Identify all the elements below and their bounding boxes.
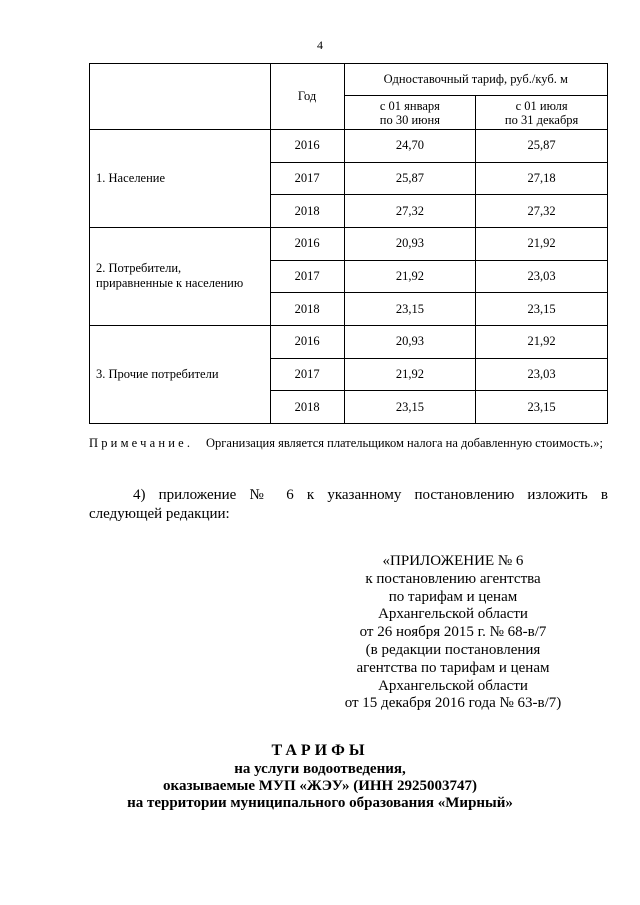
- category-cell: [90, 130, 271, 228]
- header-tariff: Одноставочный тариф, руб./куб. м: [344, 64, 607, 96]
- year-cell: 2017: [270, 358, 344, 391]
- tariff-h2-cell: 27,32: [476, 195, 608, 228]
- year-cell: 2018: [270, 195, 344, 228]
- appendix-line: агентства по тарифам и ценам: [356, 659, 550, 676]
- appendix-line: к постановлению агентства: [365, 570, 541, 587]
- header-period-2-line2: по 31 декабря: [504, 112, 579, 127]
- year-cell: 2016: [270, 325, 344, 358]
- category-line1: 2. Потребители,: [96, 261, 182, 276]
- title-line3: на территории муниципального образования «Мирный»: [127, 795, 513, 811]
- amendment-line2: следующей редакции:: [89, 506, 230, 522]
- tariff-h2-cell: 21,92: [476, 325, 608, 358]
- amendment-item-4: [89, 486, 608, 524]
- appendix-line: «ПРИЛОЖЕНИЕ № 6: [382, 553, 524, 569]
- category-line1: 3. Прочие потребители: [96, 366, 219, 381]
- tariff-h2-cell: 21,92: [476, 227, 608, 260]
- amendment-line1: 4) приложение № 6 к указанному постановлению изложить в: [133, 487, 608, 503]
- tariff-h1-cell: 27,32: [344, 195, 476, 228]
- title-line1: на услуги водоотведения,: [234, 761, 406, 777]
- tariff-h1-cell: 21,92: [344, 260, 476, 293]
- tariff-h2-cell: 23,15: [476, 293, 608, 326]
- header-period-1: [344, 96, 476, 130]
- year-cell: 2017: [270, 260, 344, 293]
- tariff-h1-cell: 24,70: [344, 130, 476, 163]
- appendix-line: от 15 декабря 2016 года № 63-в/7): [344, 695, 562, 712]
- tariff-h2-cell: 23,15: [476, 391, 608, 424]
- year-cell: 2018: [270, 391, 344, 424]
- appendix-line: Архангельской области: [378, 606, 528, 623]
- title-heading: ТАРИФЫ: [271, 742, 369, 759]
- tariff-table: [89, 63, 608, 424]
- tariff-h2-cell: 23,03: [476, 358, 608, 391]
- header-year: Год: [270, 64, 344, 130]
- appendix-line: по тарифам и ценам: [388, 588, 518, 605]
- tariff-h1-cell: 20,93: [344, 325, 476, 358]
- category-line1: 1. Население: [96, 170, 166, 185]
- header-period-1-line1: с 01 января: [379, 98, 440, 113]
- tariff-h1-cell: 23,15: [344, 391, 476, 424]
- table-row: [90, 325, 608, 358]
- tariff-h1-cell: 25,87: [344, 162, 476, 195]
- header-period-2-line1: с 01 июля: [515, 98, 568, 113]
- appendix-line: (в редакции постановления: [365, 641, 541, 658]
- category-cell: [90, 325, 271, 423]
- header-empty-cell: [90, 64, 271, 130]
- year-cell: 2016: [270, 227, 344, 260]
- year-cell: 2017: [270, 162, 344, 195]
- appendix-line: Архангельской области: [378, 677, 528, 694]
- header-period-2: [476, 96, 608, 130]
- appendix-header: [330, 553, 576, 713]
- tariff-h2-cell: 25,87: [476, 130, 608, 163]
- note-text: Организация является плательщиком налога на добавленную стоимость.»;: [206, 436, 603, 450]
- tariff-h1-cell: 23,15: [344, 293, 476, 326]
- table-row: [90, 227, 608, 260]
- tariff-h2-cell: 23,03: [476, 260, 608, 293]
- category-line2: приравненные к населению: [96, 276, 244, 291]
- appendix-line: от 26 ноября 2015 г. № 68-в/7: [359, 624, 547, 641]
- page-number: 4: [317, 38, 323, 52]
- tariff-h1-cell: 20,93: [344, 227, 476, 260]
- title-line2: оказываемые МУП «ЖЭУ» (ИНН 2925003747): [163, 778, 477, 794]
- table-row: [90, 130, 608, 163]
- header-period-1-line2: по 30 июня: [379, 112, 440, 127]
- tariff-h1-cell: 21,92: [344, 358, 476, 391]
- document-title: [0, 742, 640, 812]
- note-label: Примечание.: [89, 436, 194, 450]
- year-cell: 2018: [270, 293, 344, 326]
- tariff-h2-cell: 27,18: [476, 162, 608, 195]
- year-cell: 2016: [270, 130, 344, 163]
- category-cell: [90, 227, 271, 325]
